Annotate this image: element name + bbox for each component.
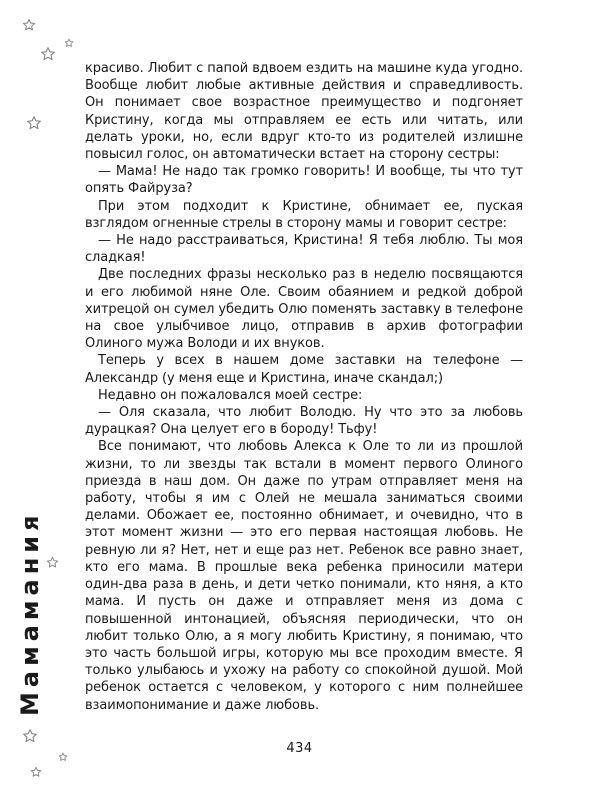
paragraph-9: Все понимают, что любовь Алекса к Оле то ли из прошлой жизни, то ли звезды так встали в момент первого Олиного приезда в наш дом. Он даже по утрам отправляет меня на работу, чтобы я им с Олей не мешала заниматься своими делами. Обожает ее, постоянно обнимает, и очевидно, что в этот момент жизни — это его первая настоящая любовь. Не ревную ли я? Нет, нет и еще раз нет. Ребенок все равно знает, кто его мама. В прошлые века ребенка приносили матери один-два раза в день, и дети четко понимали, кто няня, а кто мама. И пусть он даже и отправляет меня из дома с повышенной интонацией, объясняя периодически, что он любит только Олю, а я могу любить Кристину, я понимаю, что это часть большой игры, которую мы все проходим вместе. Я только улыбаюсь и ухожу на работу со спокойной душой. Мой ребенок остается с человеком, у которого с ним полнейшее взаимопонимание и даже любовь. (85, 439, 523, 713)
paragraph-8: — Оля сказала, что любит Володю. Ну что это за любовь дурацкая? Она целует его в бороду! Тьфу! (85, 405, 523, 438)
paragraph-6: Теперь у всех в нашем доме заставки на телефоне — Александр (у меня еще и Кристина, иначе скандал;) (85, 353, 523, 386)
paragraph-1: красиво. Любит с папой вдвоем ездить на машине куда угодно. Вообще любит любые активные действия и справедливость. Он понимает свое возрастное преимущество и подгоняет Кристину, когда мы отправляем ее есть или читать, или делать уроки, но, если вдруг кто-то из родителей излишне повысил голос, он автоматически встает на сторону сестры: (85, 61, 523, 163)
star-icon (58, 752, 68, 762)
star-icon (64, 38, 74, 48)
star-icon (30, 766, 42, 778)
paragraph-3: При этом подходит к Кристине, обнимает ее, пуская взглядом огненные стрелы в сторону мамы и говорит сестре: (85, 198, 523, 231)
star-icon (46, 556, 59, 569)
running-title: Мамамания (16, 510, 44, 716)
body-text (85, 60, 523, 714)
star-icon (40, 46, 56, 62)
paragraph-4: — Не надо расстраиваться, Кристина! Я тебя люблю. Ты моя сладкая! (85, 233, 523, 266)
paragraph-2: — Мама! Не надо так громко говорить! И вообще, ты что тут опять Файруза? (85, 164, 523, 197)
star-icon (22, 18, 36, 32)
star-icon (22, 728, 38, 744)
paragraph-7: Недавно он пожаловался моей сестре: (98, 387, 363, 403)
page-number: 434 (286, 741, 313, 756)
paragraph-5: Две последних фразы несколько раз в неделю посвящаются и его любимой няне Оле. Своим обаянием и редкой доброй хитрецой он сумел убедить Олю поменять заставку в телефоне на свое улыбчивое лицо, отправив в архив фотографии Олиного мужа Володи и их внуков. (85, 267, 523, 352)
star-icon (26, 115, 42, 131)
